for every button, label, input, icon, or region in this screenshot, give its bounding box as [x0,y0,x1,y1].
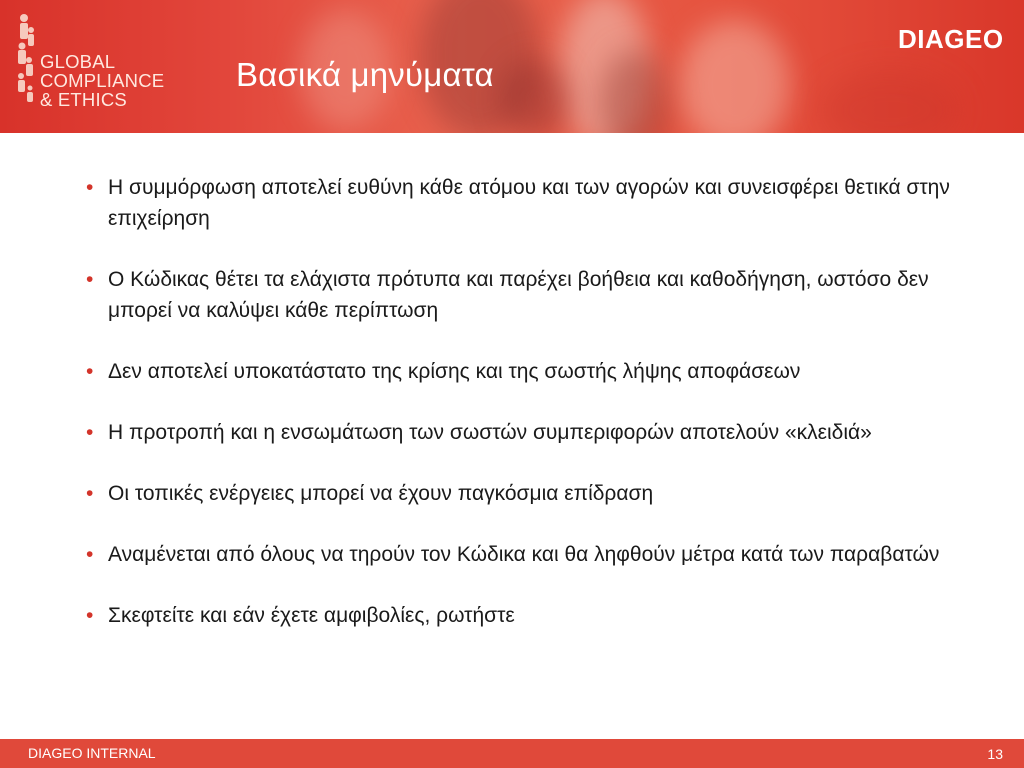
page-number: 13 [987,746,1003,762]
bullet-marker: • [86,482,94,505]
bullet-item [86,417,996,448]
photo-blur-figure [500,60,570,133]
bullet-marker: • [86,604,94,627]
bullet-marker: • [86,543,94,566]
bullet-text: Δεν αποτελεί υποκατάστατο της κρίσης και της σωστής λήψης αποφάσεων [108,360,801,383]
classification-label: DIAGEO INTERNAL [28,745,156,761]
bullet-item [86,600,996,631]
bullet-item [86,539,996,570]
logo-line: COMPLIANCE [40,70,165,91]
global-compliance-logo [40,52,164,109]
bullet-text: Ο Κώδικας θέτει τα ελάχιστα πρότυπα και παρέχει βοήθεια και καθοδήγηση, ωστόσο δεν μπορεί να καλύψει κάθε περίπτωση [108,268,929,322]
photo-blur-figure [680,20,790,133]
diageo-logo: DIAGEO [898,24,1004,54]
slide-title: Βασικά μηνύματα [236,56,494,93]
bullet-marker: • [86,360,94,383]
bullet-item [86,478,996,509]
photo-blur-figure [820,70,960,133]
logo-line: & ETHICS [40,89,127,110]
bullet-item [86,264,996,326]
bullet-text: Η προτροπή και η ενσωμάτωση των σωστών συμπεριφορών αποτελούν «κλειδιά» [108,421,872,444]
bullet-marker: • [86,176,94,199]
bullet-marker: • [86,421,94,444]
bullet-text: Οι τοπικές ενέργειες μπορεί να έχουν παγκόσμια επίδραση [108,482,654,505]
bullet-marker: • [86,268,94,291]
bullet-item [86,172,996,234]
bullet-text: Αναμένεται από όλους να τηρούν τον Κώδικα και θα ληφθούν μέτρα κατά των παραβατών [108,543,940,566]
bullet-item [86,356,996,387]
bullet-text: Η συμμόρφωση αποτελεί ευθύνη κάθε ατόμου και των αγορών και συνεισφέρει θετικά στην επιχείρηση [108,176,950,230]
bullet-text: Σκεφτείτε και εάν έχετε αμφιβολίες, ρωτήστε [108,604,515,627]
slide-header [0,0,1024,133]
key-messages-list [86,172,996,661]
logo-line: GLOBAL [40,51,116,72]
people-logo-icon [14,10,38,106]
slide-footer [0,739,1024,768]
